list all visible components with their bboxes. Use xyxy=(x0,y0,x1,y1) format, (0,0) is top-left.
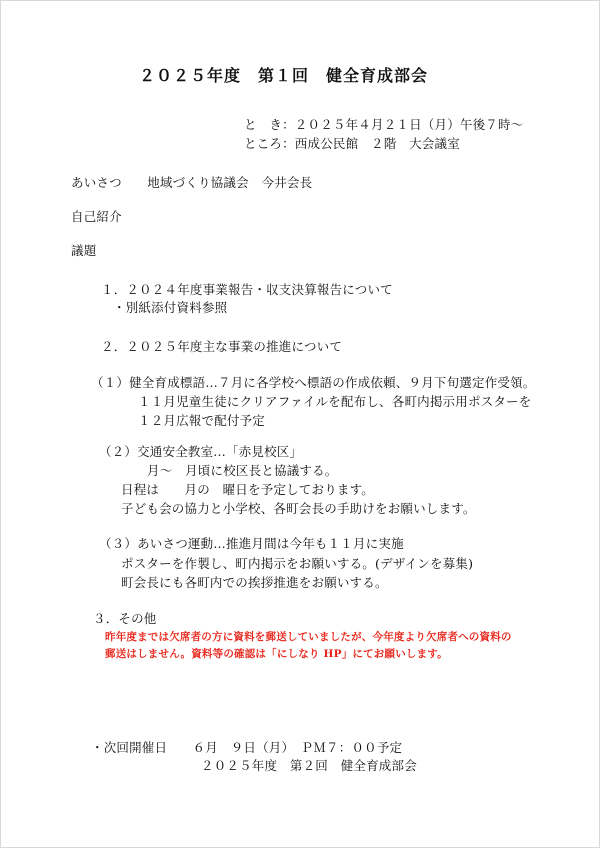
item2-s1-line2: １１月児童生徒にクリアファイルを配布し、各町内掲示用ポスターを xyxy=(138,394,532,409)
agenda-label: 議題 xyxy=(71,243,97,258)
notice-line1: 昨年度までは欠席者の方に資料を郵送していましたが、今年度より欠席者への資料の xyxy=(105,631,512,643)
notice-line2: 郵送はしません。資料等の確認は「にしなり HP」にてお願いします。 xyxy=(105,648,448,660)
self-intro-label: 自己紹介 xyxy=(71,209,122,224)
item2-s2-line2: 月～ 月頃に校区長と協議する。 xyxy=(147,463,338,478)
item2-s2-line3: 日程は 月の 曜日を予定しております。 xyxy=(121,482,375,497)
meeting-date: と き：２０２５年４月２１日（月）午後７時～ xyxy=(244,117,524,132)
item1-title: １．２０２４年度事業報告・収支決算報告について xyxy=(101,282,393,297)
item2-s1-line1: （１）健全育成標語…７月に各学校へ標語の作成依頼、９月下旬選定作受領。 xyxy=(91,375,536,390)
item2-s2-line1: （２）交通安全教室…「赤見校区」 xyxy=(99,444,303,459)
item1-sub: ・別紙添付資料参照 xyxy=(113,300,228,315)
next-meeting-date: ・次回開催日 ６月 ９日（月） ＰＭ７：００予定 xyxy=(91,740,403,755)
item2-s3-line1: （３）あいさつ運動…推進月間は今年も１１月に実施 xyxy=(99,536,404,551)
item2-s2-line4: 子ども会の協力と小学校、各町会長の手助けをお願いします。 xyxy=(121,501,476,516)
item3-title: ３．その他 xyxy=(93,611,157,626)
page-title: ２０２５年度 第１回 健全育成部会 xyxy=(139,66,429,85)
greeting-line: あいさつ 地域づくり協議会 今井会長 xyxy=(71,175,313,190)
next-meeting-title: ２０２５年度 第２回 健全育成部会 xyxy=(201,758,417,773)
item2-title: ２．２０２５年度主な事業の推進について xyxy=(101,339,343,354)
item2-s1-line3: １２月広報で配付予定 xyxy=(138,413,266,428)
item2-s3-line2: ポスターを作製し、町内掲示をお願いする。(デザインを募集) xyxy=(121,556,474,571)
meeting-place: ところ：西成公民館 ２階 大会議室 xyxy=(244,136,460,151)
item2-s3-line3: 町会長にも各町内での挨拶推進をお願いする。 xyxy=(121,575,388,590)
